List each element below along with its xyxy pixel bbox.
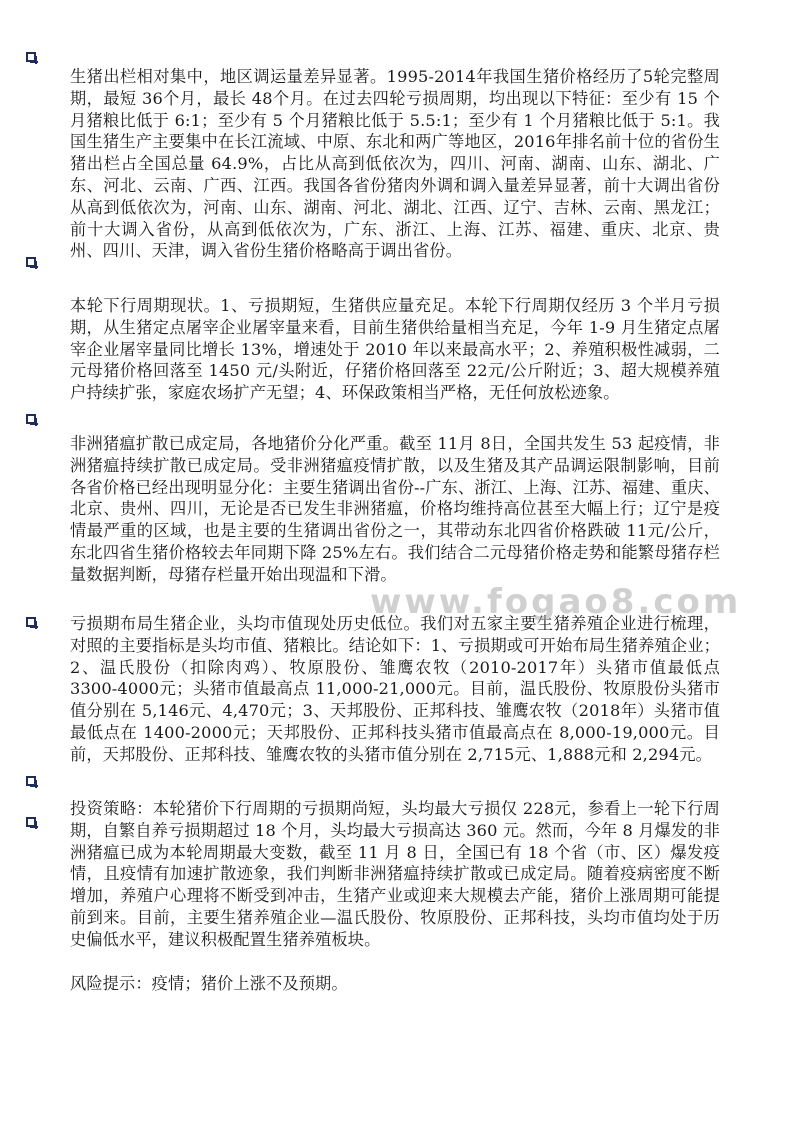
bullet-2 [26, 257, 36, 267]
paragraph-investment-strategy: 投资策略：本轮猪价下行周期的亏损期尚短，头均最大亏损仅 228元，参看上一轮下行周期，自繁自养亏损期超过 18 个月，头均最大亏损高达 360 元。然而，今年 8 月爆发的非洲猪瘟已成为本轮周期最大变数，截至 11 月 8 日，全国已有 18 个省（市、区）爆发疫情，且疫情有加速扩散迹象，我们判断非洲猪瘟持续扩散或已成定局。随着疫病密度不断增加，养殖户心理将不断受到冲击，生猪产业或迎来大规模去产能，猪价上涨周期可能提前到来。目前，主要生猪养殖企业—温氏股份、牧原股份、正邦科技，头均市值均处于历史偏低水平，建议积极配置生猪养殖板块。 [70, 799, 720, 949]
paragraph-valuation: 亏损期布局生猪企业，头均市值现处历史低位。我们对五家主要生猪养殖企业进行梳理，对照的主要指标是头均市值、猪粮比。结论如下：1、亏损期或可开始布局生猪养殖企业；2、温氏股份（扣除肉鸡）、牧原股份、雏鹰农牧（2010-2017年）头猪市值最低点 3300-4000元；头猪市值最高点 11,000-21,000元。目前，温氏股份、牧原股份头猪市值分别在 5,146元、4,470元；3、天邦股份、正邦科技、雏鹰农牧（2018年）头猪市值最低点在 1400-2000元；天邦股份、正邦科技头猪市值最高点在 8,000-19,000元。目前，天邦股份、正邦科技、雏鹰农牧的头猪市值分别在 2,715元、1,888元和 2,294元。 [70, 614, 720, 764]
bullet-5 [26, 776, 36, 786]
bullet-3 [26, 414, 36, 424]
bullet-4 [26, 617, 36, 627]
bullet-1 [26, 52, 36, 62]
paragraph-risk-notice: 风险提示：疫情；猪价上涨不及预期。 [70, 974, 348, 993]
paragraph-supply-regions: 生猪出栏相对集中，地区调运量差异显著。1995-2014年我国生猪价格经历了5轮完整周期，最短 36个月，最长 48个月。在过去四轮亏损周期，均出现以下特征：至少有 15 个月猪粮比低于 6:1；至少有 5 个月猪粮比低于 5.5:1；至少有 1 个月猪粮比低于 5:1。我国生猪生产主要集中在长江流域、中原、东北和两广等地区，2016年排名前十位的省份生猪出栏占全国总量 64.9%，占比从高到低依次为，四川、河南、湖南、山东、湖北、广东、河北、云南、广西、江西。我国各省份猪肉外调和调入量差异显著，前十大调出省份从高到低依次为，河南、山东、湖南、河北、湖北、江西、辽宁、吉林、云南、黑龙江；前十大调入省份，从高到低依次为，广东、浙江、上海、江苏、福建、重庆、北京、贵州、四川、天津，调入省份生猪价格略高于调出省份。 [70, 67, 720, 261]
paragraph-current-cycle: 本轮下行周期现状。1、亏损期短，生猪供应量充足。本轮下行周期仅经历 3 个半月亏损期，从生猪定点屠宰企业屠宰量来看，目前生猪供给量相当充足，今年 1-9 月生猪定点屠宰企业屠宰量同比增长 13%，增速处于 2010 年以来最高水平；2、养殖积极性减弱，二元母猪价格回落至 1450 元/头附近，仔猪价格回落至 22元/公斤附近；3、超大规模养殖户持续扩张，家庭农场扩产无望；4、环保政策相当严格，无任何放松迹象。 [70, 296, 720, 403]
bullet-6 [26, 817, 36, 827]
paragraph-african-swine-fever: 非洲猪瘟扩散已成定局，各地猪价分化严重。截至 11月 8日，全国共发生 53 起疫情，非洲猪瘟持续扩散已成定局。受非洲猪瘟疫情扩散，以及生猪及其产品调运限制影响，目前各省价格已经出现明显分化：主要生猪调出省份--广东、浙江、上海、江苏、福建、重庆、北京、贵州、四川，无论是否已发生非洲猪瘟，价格均维持高位甚至大幅上行；辽宁是疫情最严重的区域，也是主要的生猪调出省份之一，其带动东北四省价格跌破 11元/公斤，东北四省生猪价格较去年同期下降 25%左右。我们结合二元母猪价格走势和能繁母猪存栏量数据判断，母猪存栏量开始出现温和下滑。 [70, 434, 720, 584]
watermark: www.fogao8.com [370, 582, 742, 622]
